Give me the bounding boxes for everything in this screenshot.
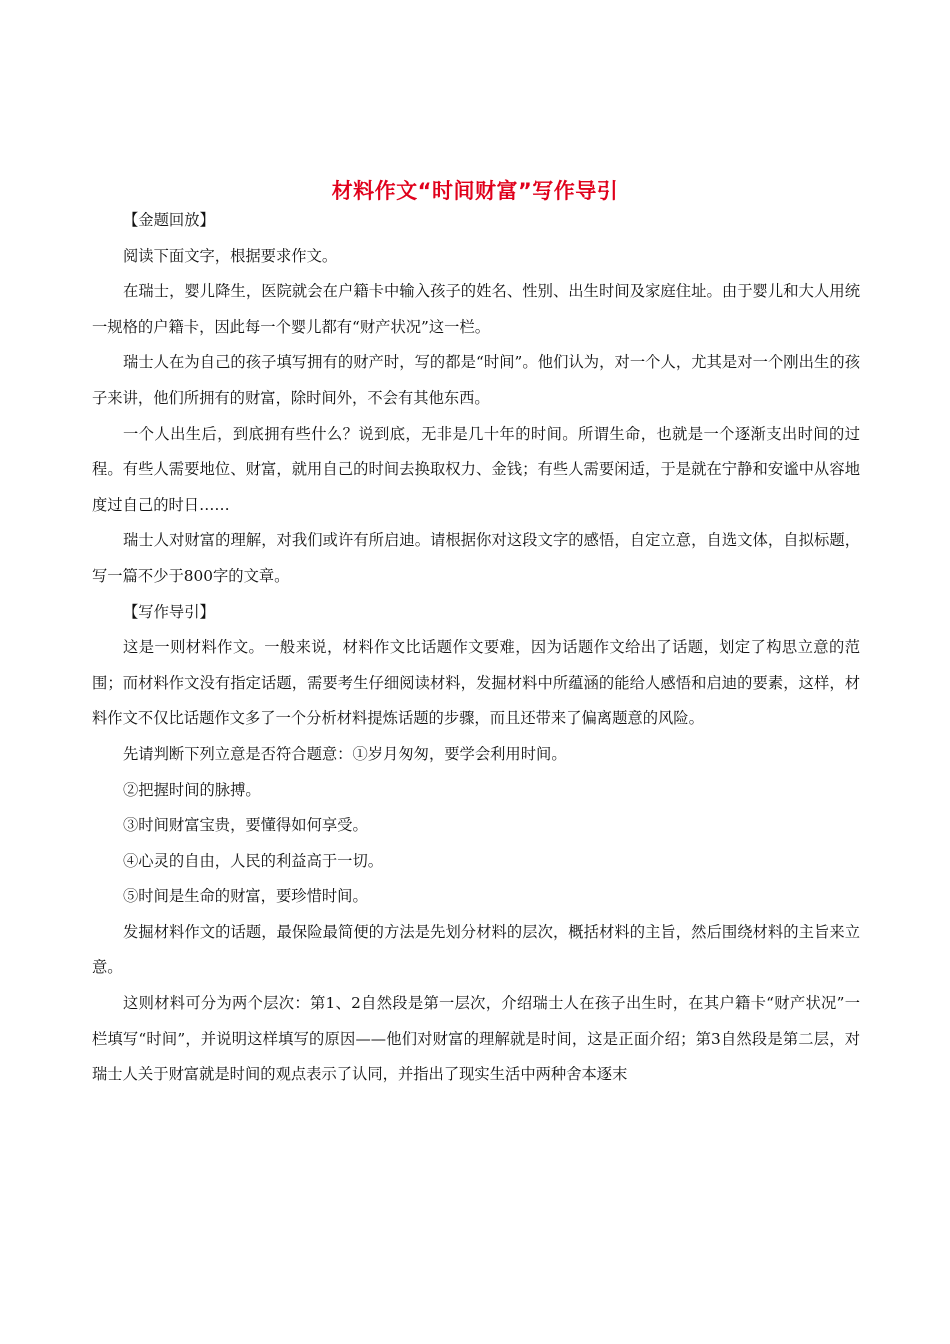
document-body: [92, 203, 860, 1093]
thesis-option-5: ⑤时间是生命的财富，要珍惜时间。: [123, 887, 368, 906]
guide-paragraph-3: 这则材料可分为两个层次：第1、2自然段是第一层次，介绍瑞士人在孩子出生时，在其户籍卡“财产状况”一栏填写“时间”，并说明这样填写的原因——他们对财富的理解就是时间，这是正面介绍；第3自然段是第二层，对瑞士人关于财富就是时间的观点表示了认同，并指出了现实生活中两种舍本逐末: [92, 994, 860, 1084]
material-paragraph-3: 一个人出生后，到底拥有些什么？说到底，无非是几十年的时间。所谓生命，也就是一个逐渐支出时间的过程。有些人需要地位、财富，就用自己的时间去换取权力、金钱；有些人需要闲适，于是就在宁静和安谧中从容地度过自己的时日……: [92, 424, 860, 514]
guide-paragraph-1: 这是一则材料作文。一般来说，材料作文比话题作文要难，因为话题作文给出了话题，划定了构思立意的范围；而材料作文没有指定话题，需要考生仔细阅读材料，发掘材料中所蕴涵的能给人感悟和启迪的要素，这样，材料作文不仅比话题作文多了一个分析材料提炼话题的步骤，而且还带来了偏离题意的风险。: [92, 638, 860, 728]
thesis-option-1: 先请判断下列立意是否符合题意：①岁月匆匆，要学会利用时间。: [123, 744, 567, 763]
material-paragraph-1: 在瑞士，婴儿降生，医院就会在户籍卡中输入孩子的姓名、性别、出生时间及家庭住址。由于婴儿和大人用统一规格的户籍卡，因此每一个婴儿都有“财产状况”这一栏。: [92, 282, 860, 336]
section-heading-golden-questions: 【金题回放】: [123, 211, 215, 229]
writing-requirement-paragraph: 瑞士人对财富的理解，对我们或许有所启迪。请根据你对这段文字的感悟，自定立意，自选文体，自拟标题，写一篇不少于800字的文章。: [92, 531, 860, 585]
section-heading-writing-guide: 【写作导引】: [123, 602, 215, 621]
thesis-option-4: ④心灵的自由，人民的利益高于一切。: [123, 851, 384, 870]
instruction-paragraph: 阅读下面文字，根据要求作文。: [123, 246, 338, 265]
material-paragraph-2: 瑞士人在为自己的孩子填写拥有的财产时，写的都是“时间”。他们认为，对一个人，尤其是对一个刚出生的孩子来讲，他们所拥有的财富，除时间外，不会有其他东西。: [92, 353, 860, 407]
guide-paragraph-2: 发掘材料作文的话题，最保险最简便的方法是先划分材料的层次，概括材料的主旨，然后围绕材料的主旨来立意。: [92, 922, 860, 977]
thesis-option-2: ②把握时间的脉搏。: [123, 780, 261, 799]
thesis-option-3: ③时间财富宝贵，要懂得如何享受。: [123, 816, 368, 835]
document-title: 材料作文“时间财富”写作导引: [331, 179, 619, 203]
